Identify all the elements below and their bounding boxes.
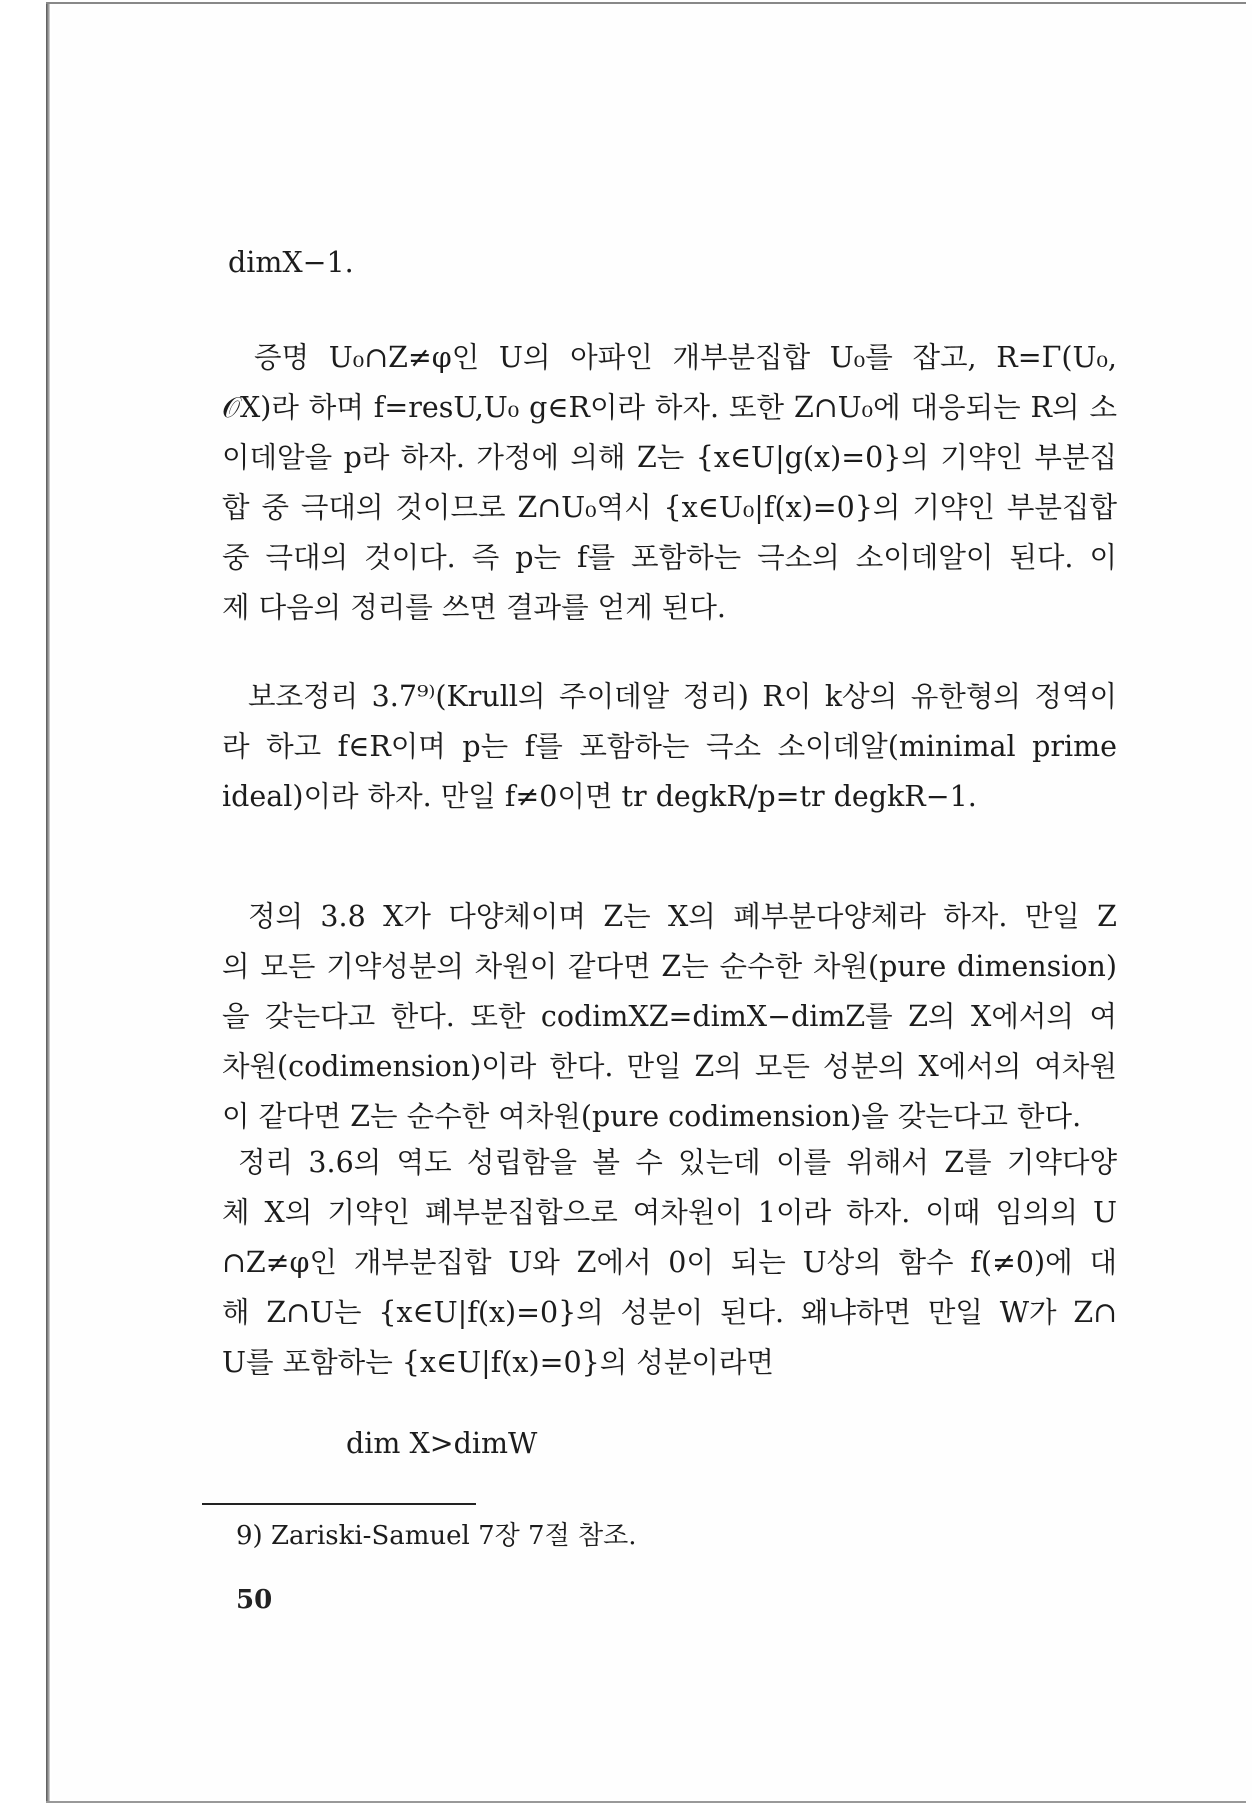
- proof-line: 증명 U₀∩Z≠φ인 U의 아파인 개부분집합 U₀를 잡고, R=Γ(U₀,: [254, 341, 1117, 374]
- footnote: 9) Zariski-Samuel 7장 7절 참조.: [236, 1521, 637, 1551]
- continuation-line: dimX−1.: [228, 246, 354, 279]
- proof-paragraph: [222, 333, 1117, 633]
- proof-line: 제 다음의 정리를 쓰면 결과를 얻게 된다.: [222, 591, 726, 624]
- definition-line: 을 갖는다고 한다. 또한 codimXZ=dimX−dimZ를 Z의 X에서의 여: [222, 1000, 1117, 1033]
- theorem-line: ∩Z≠φ인 개부분집합 U와 Z에서 0이 되는 U상의 함수 f(≠0)에 대: [222, 1246, 1117, 1279]
- display-formula: dim X>dimW: [346, 1427, 538, 1460]
- lemma-line: ideal)이라 하자. 만일 f≠0이면 tr degkR/p=tr degkR−1.: [222, 780, 977, 813]
- page-number: 50: [236, 1585, 273, 1615]
- lemma-paragraph: [222, 672, 1117, 822]
- definition-line: 의 모든 기약성분의 차원이 같다면 Z는 순수한 차원(pure dimension): [222, 950, 1117, 983]
- theorem-line: 해 Z∩U는 {x∈U|f(x)=0}의 성분이 된다. 왜냐하면 만일 W가 Z∩: [222, 1296, 1117, 1329]
- definition-line: 정의 3.8 X가 다양체이며 Z는 X의 폐부분다양체라 하자. 만일 Z: [248, 900, 1117, 933]
- proof-line: 중 극대의 것이다. 즉 p는 f를 포함하는 극소의 소이데알이 된다. 이: [222, 541, 1117, 574]
- scan-edge-left: [46, 4, 50, 1802]
- proof-line: 𝒪X)라 하며 f=resU,U₀ g∈R이라 하자. 또한 Z∩U₀에 대응되는 R의 소: [222, 391, 1117, 424]
- theorem-line: 정리 3.6의 역도 성립함을 볼 수 있는데 이를 위해서 Z를 기약다양: [238, 1146, 1117, 1179]
- theorem-line: 체 X의 기약인 폐부분집합으로 여차원이 1이라 하자. 이때 임의의 U: [222, 1196, 1117, 1229]
- theorem-line: U를 포함하는 {x∈U|f(x)=0}의 성분이라면: [222, 1346, 774, 1379]
- lemma-line: 보조정리 3.7⁹⁾(Krull의 주이데알 정리) R이 k상의 유한형의 정역이: [248, 680, 1117, 713]
- scan-edge-bottom: [46, 1801, 1246, 1803]
- definition-line: 차원(codimension)이라 한다. 만일 Z의 모든 성분의 X에서의 여차원: [222, 1050, 1117, 1083]
- lemma-line: 라 하고 f∈R이며 p는 f를 포함하는 극소 소이데알(minimal prime: [222, 730, 1117, 763]
- footnote-rule: [202, 1503, 476, 1505]
- theorem-paragraph: [222, 1138, 1117, 1388]
- definition-paragraph: [222, 892, 1117, 1142]
- proof-line: 합 중 극대의 것이므로 Z∩U₀역시 {x∈U₀|f(x)=0}의 기약인 부분집합: [222, 491, 1117, 524]
- proof-line: 이데알을 p라 하자. 가정에 의해 Z는 {x∈U|g(x)=0}의 기약인 부분집: [222, 441, 1117, 474]
- definition-line: 이 같다면 Z는 순수한 여차원(pure codimension)을 갖는다고 한다.: [222, 1100, 1082, 1133]
